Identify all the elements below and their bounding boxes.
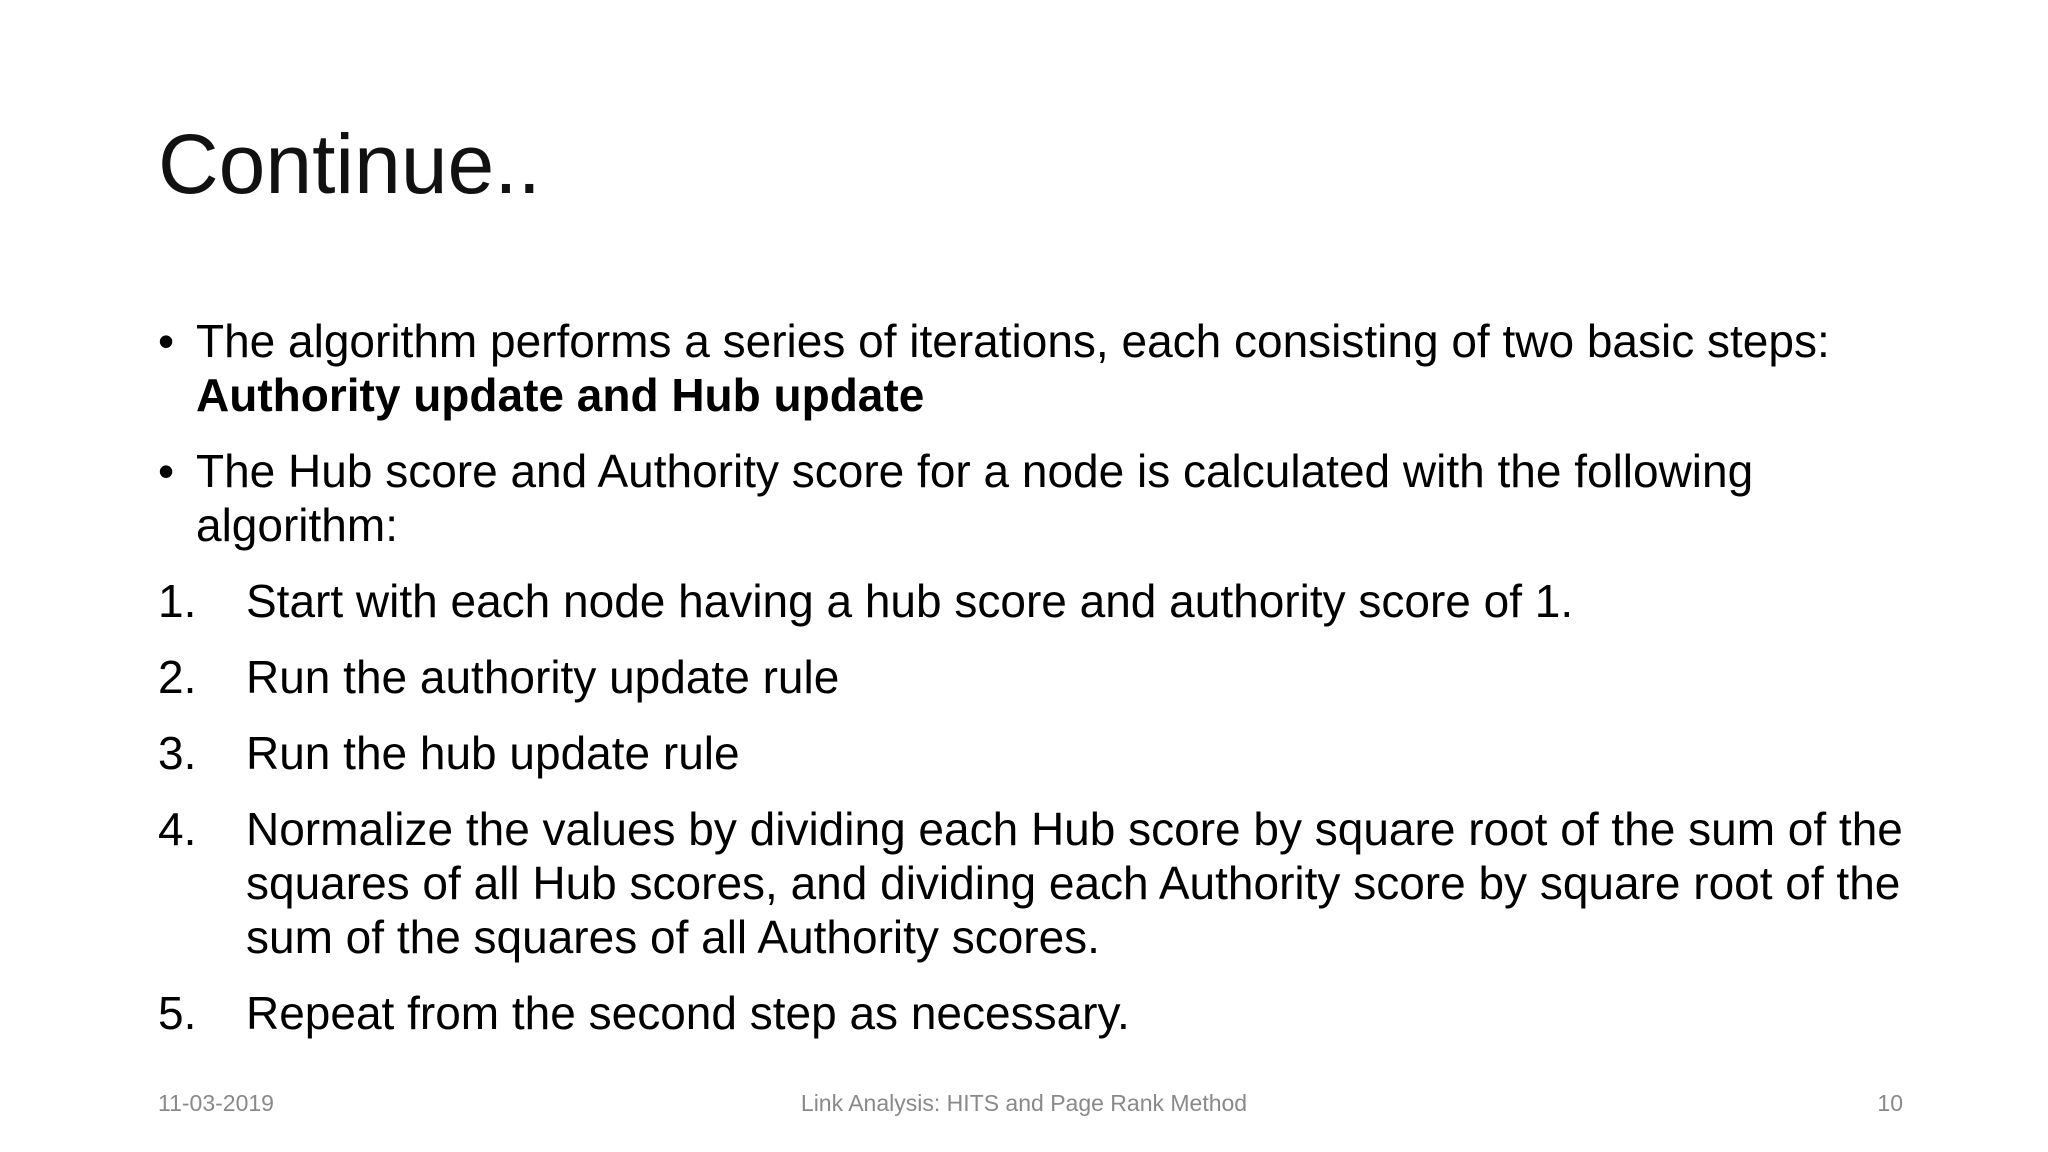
- page-number: 10: [1877, 1090, 1903, 1116]
- footer-title: Link Analysis: HITS and Page Rank Method: [800, 1090, 1248, 1116]
- slide-title: Continue..: [158, 117, 541, 211]
- bullet-marker: •: [158, 315, 175, 367]
- step-number: 5.: [158, 987, 197, 1039]
- bullet-text: The algorithm performs a series of iterations, each consisting of two basic steps:: [196, 315, 1830, 367]
- step-text: Run the hub update rule: [246, 727, 740, 779]
- step-text: Repeat from the second step as necessary.: [246, 987, 1130, 1039]
- numbered-step: [158, 986, 1928, 1040]
- bullet-marker: •: [158, 445, 175, 497]
- step-text: Start with each node having a hub score and authority score of 1.: [246, 575, 1574, 627]
- bullet-item: [158, 444, 1928, 552]
- step-number: 3.: [158, 727, 197, 779]
- numbered-step: [158, 650, 1928, 704]
- step-number: 2.: [158, 651, 197, 703]
- bullet-bold-text: Authority update and Hub update: [196, 369, 925, 421]
- bullet-item: [158, 314, 1928, 422]
- bullet-text: The Hub score and Authority score for a node is calculated with the following algorithm:: [196, 445, 1754, 551]
- slide-body: [158, 314, 1928, 1062]
- numbered-step: [158, 726, 1928, 780]
- step-number: 1.: [158, 575, 197, 627]
- step-number: 4.: [158, 803, 197, 855]
- footer-date: 11-03-2019: [158, 1090, 274, 1116]
- numbered-step: [158, 802, 1928, 964]
- step-text: Run the authority update rule: [246, 651, 840, 703]
- step-text: Normalize the values by dividing each Hub score by square root of the sum of the squares of all Hub scores, and dividing each Authority score by square root of the sum of the squares of all Authority scores.: [246, 803, 1903, 963]
- numbered-step: [158, 574, 1928, 628]
